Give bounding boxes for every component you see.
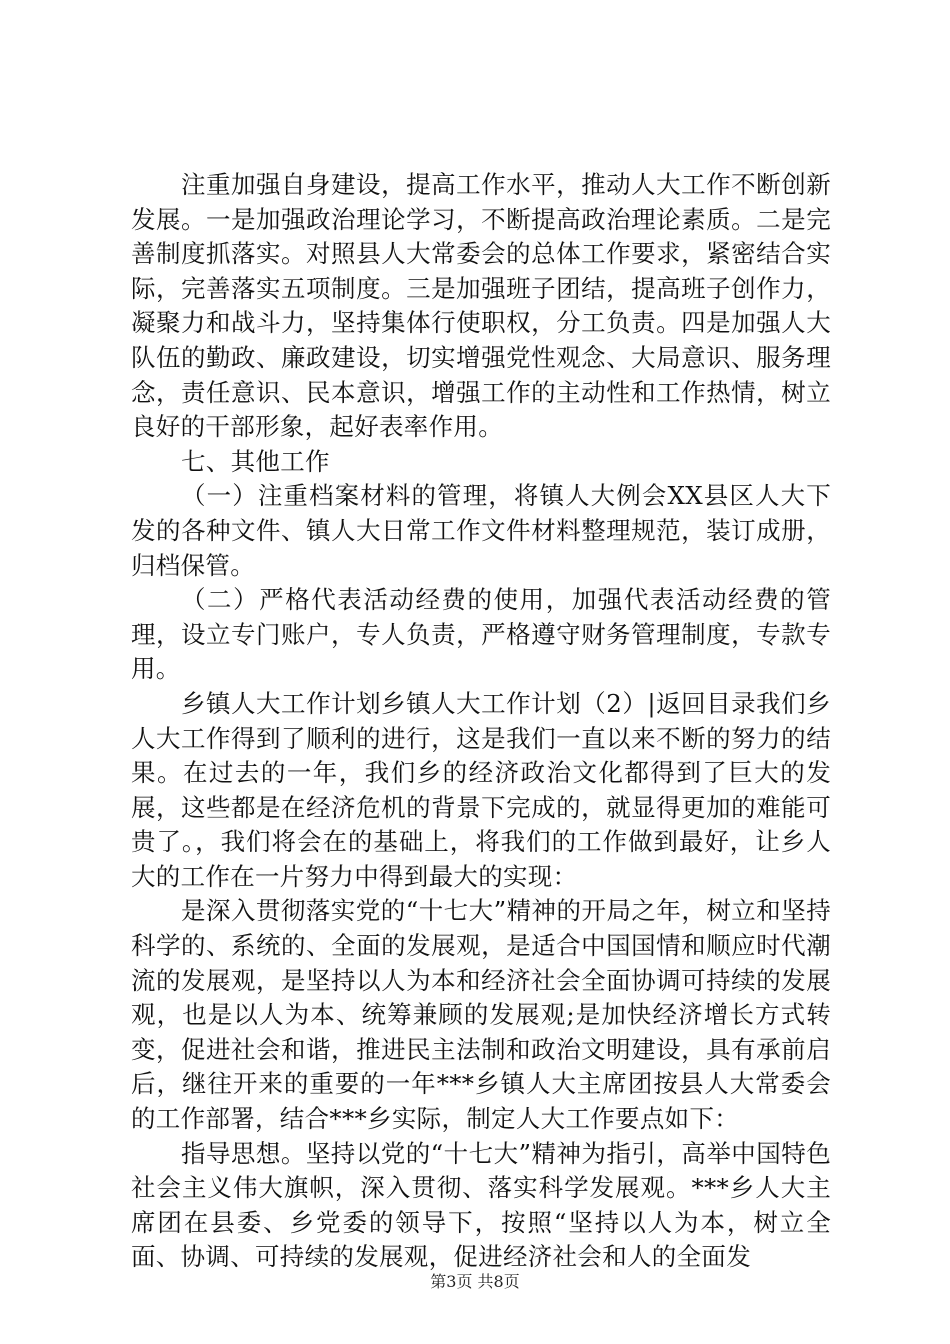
paragraph-archive-management: （一）注重档案材料的管理，将镇人大例会XX县区人大下发的各种文件、镇人大日常工作文件材料整理规范，装订成册，归档保管。 — [131, 481, 831, 580]
document-body — [131, 168, 831, 1275]
paragraph-activity-funds: （二）严格代表活动经费的使用，加强代表活动经费的管理，设立专门账户，专人负责，严格遵守财务管理制度，专款专用。 — [131, 585, 831, 684]
section-heading-other-work: 七、其他工作 — [181, 446, 330, 476]
paragraph-seventeenth-congress: 是深入贯彻落实党的“十七大”精神的开局之年，树立和坚持科学的、系统的、全面的发展观，是适合中国国情和顺应时代潮流的发展观，是坚持以人为本和经济社会全面协调可持续的发展观，也是以人为本、统筹兼顾的发展观;是加快经济增长方式转变，促进社会和谐，推进民主法制和政治文明建设，具有承前启后，继往开来的重要的一年***乡镇人大主席团按县人大常委会的工作部署，结合***乡实际，制定人大工作要点如下： — [131, 896, 831, 1134]
paragraph-self-building: 注重加强自身建设，提高工作水平，推动人大工作不断创新发展。一是加强政治理论学习，不断提高政治理论素质。二是完善制度抓落实。对照县人大常委会的总体工作要求，紧密结合实际，完善落实五项制度。三是加强班子团结，提高班子创作力，凝聚力和战斗力，坚持集体行使职权，分工负责。四是加强人大队伍的勤政、廉政建设，切实增强党性观念、大局意识、服务理念，责任意识、民本意识，增强工作的主动性和工作热情，树立良好的干部形象，起好表率作用。 — [131, 170, 831, 442]
paragraph-work-plan-intro: 乡镇人大工作计划乡镇人大工作计划（2）|返回目录我们乡人大工作得到了顺利的进行，这是我们一直以来不断的努力的结果。在过去的一年，我们乡的经济政治文化都得到了巨大的发展，这些都是在经济危机的背景下完成的，就显得更加的难能可贵了。，我们将会在的基础上，将我们的工作做到最好，让乡人大的工作在一片努力中得到最大的实现： — [131, 688, 831, 891]
page-number-footer: 第3页 共8页 — [430, 1272, 520, 1291]
paragraph-guiding-ideology: 指导思想。坚持以党的“十七大”精神为指引，高举中国特色社会主义伟大旗帜，深入贯彻、落实科学发展观。***乡人大主席团在县委、乡党委的领导下，按照“坚持以人为本，树立全面、协调、可持续的发展观，促进经济社会和人的全面发 — [131, 1138, 831, 1272]
